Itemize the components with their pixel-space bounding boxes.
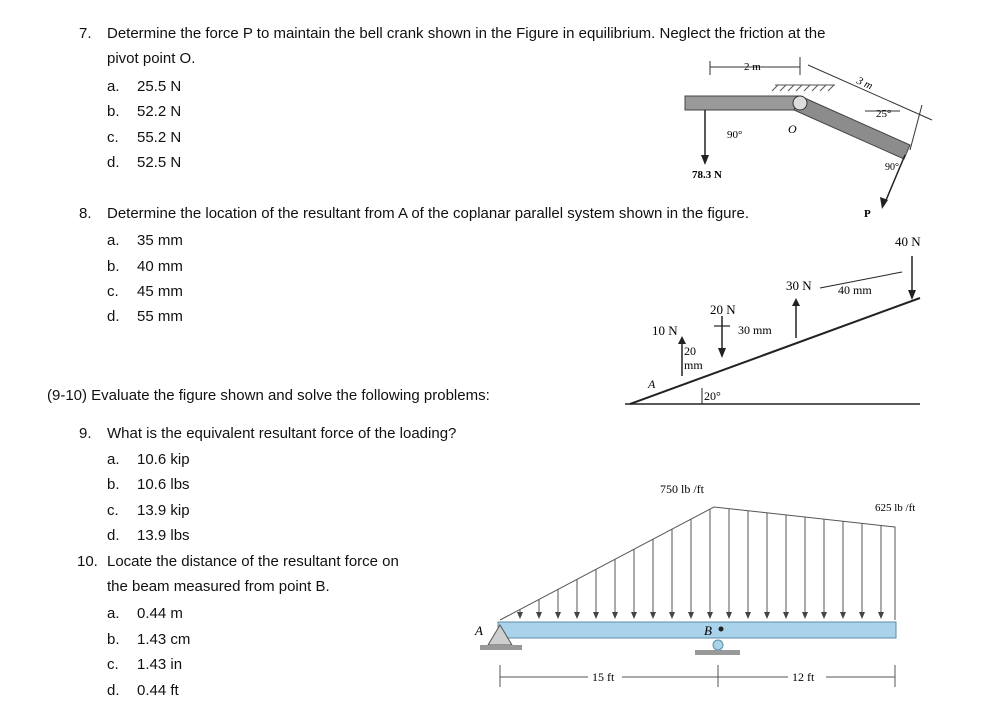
load-right-label: 625 lb /ft [875, 502, 916, 514]
pin-support-base [480, 645, 522, 650]
dim-40-label: 40 mm [838, 283, 872, 297]
q10-option-d: 0.44 ft [137, 682, 179, 699]
parallel-force-figure [620, 228, 940, 413]
q10-text-line2: the beam measured from point B. [107, 578, 330, 595]
q8-option-b: 40 mm [137, 258, 183, 275]
q9-number: 9. [79, 425, 92, 442]
force-40n-arrowhead [908, 290, 916, 300]
force-20n-arrowhead [718, 348, 726, 358]
load-arrowhead [726, 612, 732, 619]
load-arrowhead [821, 612, 827, 619]
roller-support-b [713, 640, 723, 650]
load-arrowhead [536, 612, 542, 619]
q910-intro: (9-10) Evaluate the figure shown and solve the following problems: [47, 387, 490, 404]
load-arrowhead [574, 612, 580, 619]
force-30n-label: 30 N [786, 278, 812, 293]
force-40n-label: 40 N [895, 234, 921, 249]
dim-3m-label: 3 m [854, 74, 875, 93]
q8-option-c: 45 mm [137, 283, 183, 300]
load-left-label: 750 lb /ft [660, 482, 704, 496]
load-arrowhead [612, 612, 618, 619]
load-arrowhead [859, 612, 865, 619]
beam-load-figure [470, 475, 940, 715]
inclined-arm [794, 96, 910, 159]
load-arrowhead [783, 612, 789, 619]
point-a-label: A [475, 623, 483, 638]
q9-option-a: 10.6 kip [137, 451, 190, 468]
pivot-pin [793, 96, 807, 110]
beam [498, 622, 896, 638]
q9-text: What is the equivalent resultant force of the loading? [107, 425, 457, 442]
q9-option-letter: c. [107, 502, 119, 519]
load-arrowhead [745, 612, 751, 619]
load-arrowhead [701, 155, 709, 165]
q7-number: 7. [79, 25, 92, 42]
span-12ft-label: 12 ft [792, 670, 815, 684]
q10-text-line1: Locate the distance of the resultant force on [107, 553, 399, 570]
q9-option-letter: d. [107, 527, 120, 544]
q10-option-c: 1.43 in [137, 656, 183, 673]
point-b-dot [719, 627, 724, 632]
q8-option-letter: c. [107, 283, 119, 300]
q9-option-letter: b. [107, 476, 120, 493]
force-10n-arrowhead [678, 336, 686, 344]
load-arrowhead [878, 612, 884, 619]
q10-option-letter: c. [107, 656, 119, 673]
load-arrowhead [555, 612, 561, 619]
q9-option-c: 13.9 kip [137, 502, 190, 519]
q7-option-letter: d. [107, 154, 120, 171]
q7-text-line2: pivot point O. [107, 50, 196, 67]
q10-number: 10. [77, 553, 98, 570]
angle-90-left-label: 90° [727, 129, 743, 141]
load-arrowhead [669, 612, 675, 619]
q8-text: Determine the location of the resultant from A of the coplanar parallel system shown in the figure. [107, 205, 750, 222]
dim-20-label: 20 [684, 344, 696, 358]
load-arrowhead [802, 612, 808, 619]
load-arrowhead [650, 612, 656, 619]
q8-option-letter: a. [107, 232, 120, 249]
dim-30-label: 30 mm [738, 323, 772, 337]
dim-2m-label: 2 m [744, 61, 761, 73]
load-arrowhead [593, 612, 599, 619]
q7-text-line1: Determine the force P to maintain the bell crank shown in the Figure in equilibrium. Neglect the friction at the [107, 25, 826, 42]
load-arrows [517, 509, 884, 619]
angle-20-label: 20° [704, 389, 721, 403]
q7-option-d: 52.5 N [137, 154, 182, 171]
q10-option-a: 0.44 m [137, 605, 183, 622]
force-30n-arrowhead [792, 298, 800, 306]
q10-option-b: 1.43 cm [137, 631, 191, 648]
q8-option-a: 35 mm [137, 232, 183, 249]
q10-option-letter: a. [107, 605, 120, 622]
load-arrowhead [517, 612, 523, 619]
load-arrowhead [707, 612, 713, 619]
dim-20-unit: mm [684, 358, 703, 372]
load-arrowhead [840, 612, 846, 619]
q10-option-letter: d. [107, 682, 120, 699]
q9-option-d: 13.9 lbs [137, 527, 190, 544]
roller-support-base [695, 650, 740, 655]
q8-option-d: 55 mm [137, 308, 183, 325]
horizontal-arm [685, 96, 800, 110]
dim-tick [910, 105, 922, 150]
inclined-member [630, 298, 920, 404]
force-20n-label: 20 N [710, 302, 736, 317]
load-outline [500, 507, 895, 620]
force-p-label: P [864, 208, 871, 220]
q9-option-letter: a. [107, 451, 120, 468]
force-10n-label: 10 N [652, 323, 678, 338]
q10-option-letter: b. [107, 631, 120, 648]
angle-90-right-label: 90° [885, 162, 899, 173]
q7-option-a: 25.5 N [137, 78, 182, 95]
point-b-label: B [704, 623, 712, 638]
q8-option-letter: d. [107, 308, 120, 325]
q7-option-b: 52.2 N [137, 103, 182, 120]
q7-option-c: 55.2 N [137, 129, 182, 146]
pivot-label: O [788, 122, 797, 136]
q8-number: 8. [79, 205, 92, 222]
q9-option-b: 10.6 lbs [137, 476, 190, 493]
q7-option-letter: a. [107, 78, 120, 95]
support-hatch [772, 85, 835, 91]
load-arrowhead [764, 612, 770, 619]
load-label: 78.3 N [692, 169, 722, 181]
point-a-label: A [648, 377, 656, 391]
angle-25-label: 25° [876, 108, 892, 120]
q7-option-letter: b. [107, 103, 120, 120]
q8-option-letter: b. [107, 258, 120, 275]
load-arrowhead [631, 612, 637, 619]
span-15ft-label: 15 ft [592, 670, 615, 684]
load-arrowhead [688, 612, 694, 619]
q7-option-letter: c. [107, 129, 119, 146]
